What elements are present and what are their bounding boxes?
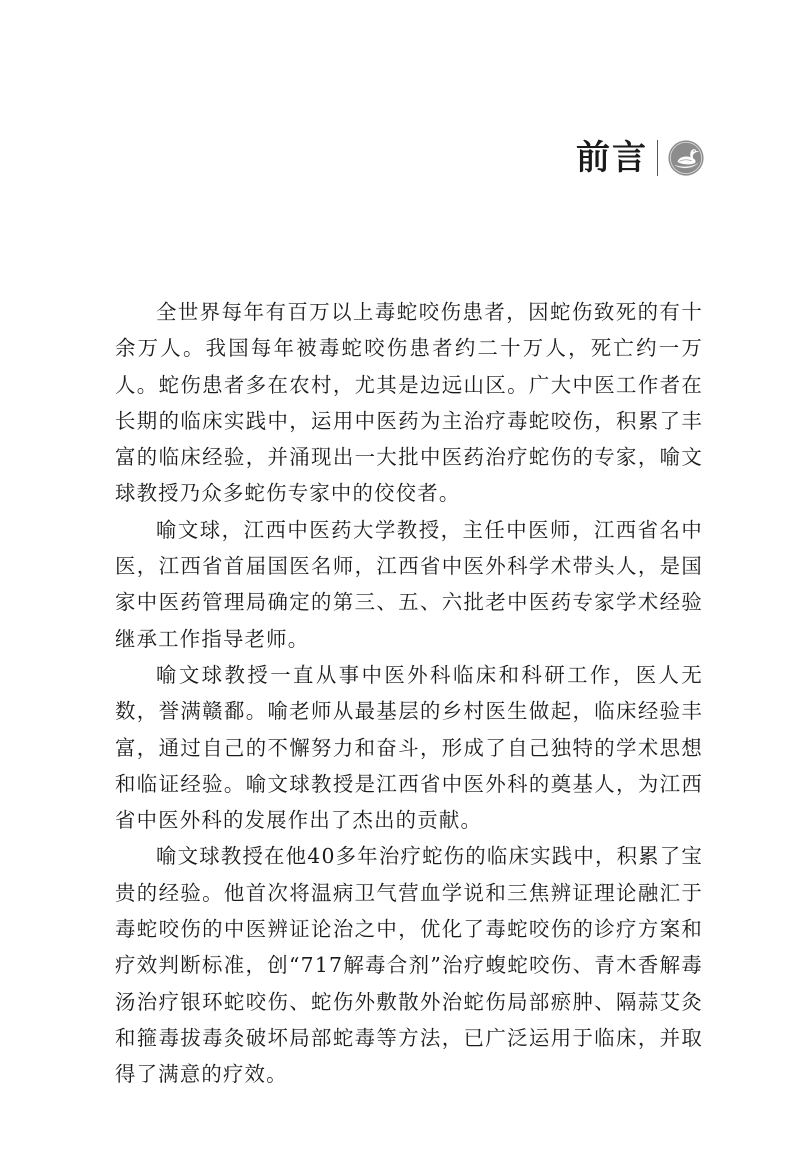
paragraph: 喻文球教授在他40多年治疗蛇伤的临床实践中，积累了宝贵的经验。他首次将温病卫气营血学说和三焦辨证理论融汇于毒蛇咬伤的中医辨证论治之中，优化了毒蛇咬伤的诊疗方案和疗效判断标准，创“717解毒合剂”治疗蝮蛇咬伤、青木香解毒汤治疗银环蛇咬伤、蛇伤外敷散外治蛇伤局部瘀肿、隔蒜艾灸和箍毒拔毒灸破坏局部蛇毒等方法，已广泛运用于临床，并取得了满意的疗效。	[115, 844, 703, 1087]
preface-body	[115, 294, 703, 1093]
chapter-heading	[576, 133, 705, 183]
paragraph: 喻文球教授一直从事中医外科临床和科研工作，医人无数，誉满赣鄱。喻老师从最基层的乡村医生做起，临床经验丰富，通过自己的不懈努力和奋斗，形成了自己独特的学术思想和临证经验。喻文球教授是江西省中医外科的奠基人，为江西省中医外科的发展作出了杰出的贡献。	[115, 662, 703, 833]
paragraph: 全世界每年有百万以上毒蛇咬伤患者，因蛇伤致死的有十余万人。我国每年被毒蛇咬伤患者约二十万人，死亡约一万人。蛇伤患者多在农村，尤其是边远山区。广大中医工作者在长期的临床实践中，运用中医药为主治疗毒蛇咬伤，积累了丰富的临床经验，并涌现出一大批中医药治疗蛇伤的专家，喻文球教授乃众多蛇伤专家中的佼佼者。	[115, 300, 703, 506]
ornamental-seal-icon	[667, 139, 705, 177]
paragraph: 喻文球，江西中医药大学教授，主任中医师，江西省名中医，江西省首届国医名师，江西省中医外科学术带头人，是国家中医药管理局确定的第三、五、六批老中医药专家学术经验继承工作指导老师。	[115, 517, 703, 651]
chapter-title: 前言	[576, 138, 648, 178]
heading-divider	[657, 140, 658, 176]
